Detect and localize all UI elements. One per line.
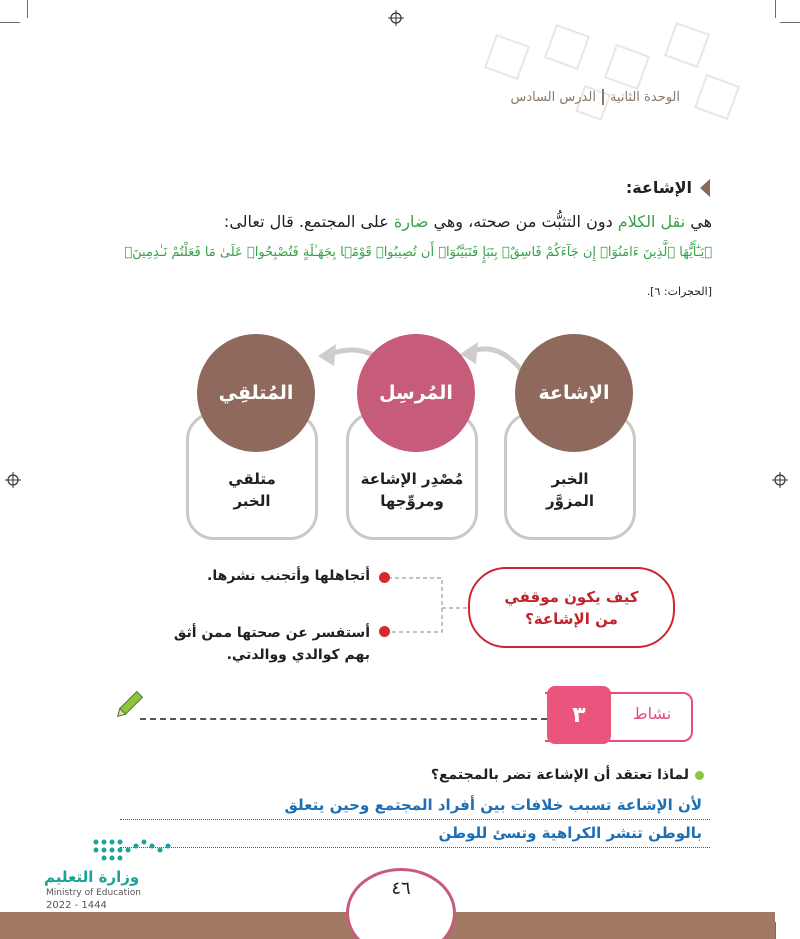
ministry-name-ar: وزارة التعليم: [44, 868, 140, 886]
definition-text: دون التثبُّت من صحته، وهي: [428, 212, 618, 231]
decorative-pattern: [470, 20, 760, 140]
card-line: متلقي: [228, 470, 276, 488]
card-title: المُرسِل: [379, 382, 453, 404]
card-line: الخبر: [551, 470, 589, 488]
unit-label: الوحدة الثانية: [609, 89, 680, 105]
activity-label: نشاط: [632, 704, 672, 723]
verse-reference: [الحجرات: ٦].: [646, 285, 712, 298]
answer-line: بهم كوالدي ووالدتي.: [226, 647, 370, 663]
lesson-label: الدرس السادس: [510, 89, 596, 105]
card-title: الإشاعة: [538, 382, 610, 404]
crop-mark: [775, 0, 776, 18]
registration-mark-icon: [772, 472, 788, 488]
question-bullet: [695, 771, 704, 780]
highlight-term: ضارة: [393, 212, 429, 231]
card-line: مُصْدِر الإشاعة: [360, 470, 464, 488]
handwritten-answer-1: لأن الإشاعة تسبب خلافات بين أفراد المجتمع وحين يتعلق: [284, 796, 702, 814]
circle-receiver: [197, 334, 315, 452]
crop-mark: [27, 0, 28, 18]
card-line: ومروِّجها: [380, 492, 444, 510]
exercise-question-text: لماذا تعتقد أن الإشاعة تضر بالمجتمع؟: [430, 767, 689, 783]
crop-mark: [780, 22, 800, 23]
pencil-icon: [112, 688, 146, 722]
activity-number: ٣: [547, 686, 611, 744]
registration-mark-icon: [5, 472, 21, 488]
handwritten-answer-2: بالوطن تنشر الكراهية وتسئ للوطن: [438, 824, 702, 842]
circle-sender: [357, 334, 475, 452]
card-line: المزوَّر: [545, 492, 595, 510]
card-sender-text: [346, 468, 478, 512]
card-title: المُتلقِي: [218, 382, 294, 404]
ministry-logo-icon: [90, 832, 180, 868]
card-line: الخبر: [233, 492, 271, 510]
card-receiver-text: [186, 468, 318, 512]
section-title: الإشاعة:: [625, 178, 692, 197]
highlight-term: نقل الكلام: [617, 212, 686, 231]
section-heading: [626, 178, 710, 197]
definition-text: على المجتمع. قال تعالى:: [223, 212, 394, 231]
crop-mark: [775, 922, 776, 939]
crop-mark: [0, 22, 20, 23]
registration-mark-icon: [388, 10, 404, 26]
connector-lines: [380, 570, 480, 650]
activity-dashed-line: [140, 718, 547, 720]
answer-line: أستفسر عن صحتها ممن أثق: [173, 625, 370, 641]
section-arrow-icon: [700, 179, 710, 197]
question-pill: [468, 567, 675, 648]
ministry-year: 2022 - 1444: [46, 900, 107, 911]
circle-rumor: [515, 334, 633, 452]
quran-verse: ﴿يَـٰٓأَيُّهَا ٱلَّذِينَ ءَامَنُوٓا۟ إِن جَآءَكُمْ فَاسِقٌۢ بِنَبَإٍ فَتَبَيَّنُوٓا۟ أَن تُصِيبُوا۟ قَوْمًۢا بِجَهَـٰلَةٍ فَتُصْبِحُوا۟ عَلَىٰ مَا فَعَلْتُمْ نَـٰدِمِينَ﴾: [124, 245, 712, 260]
answer-1: أتجاهلها وأتجنب نشرها.: [207, 568, 370, 584]
answer-2: [130, 622, 370, 666]
question-line: من الإشاعة؟: [525, 609, 618, 628]
header-separator: [602, 89, 604, 105]
ministry-name-en: Ministry of Education: [46, 888, 141, 898]
page-header: [360, 86, 680, 108]
answer-bullet: [379, 572, 390, 583]
page-number: ٤٦: [391, 878, 411, 899]
question-line: كيف يكون موقفي: [504, 587, 639, 606]
definition-text: هي: [685, 212, 712, 231]
exercise-question: [431, 767, 704, 783]
definition-paragraph: [72, 212, 712, 231]
card-rumor-text: [504, 468, 636, 512]
answer-bullet: [379, 626, 390, 637]
